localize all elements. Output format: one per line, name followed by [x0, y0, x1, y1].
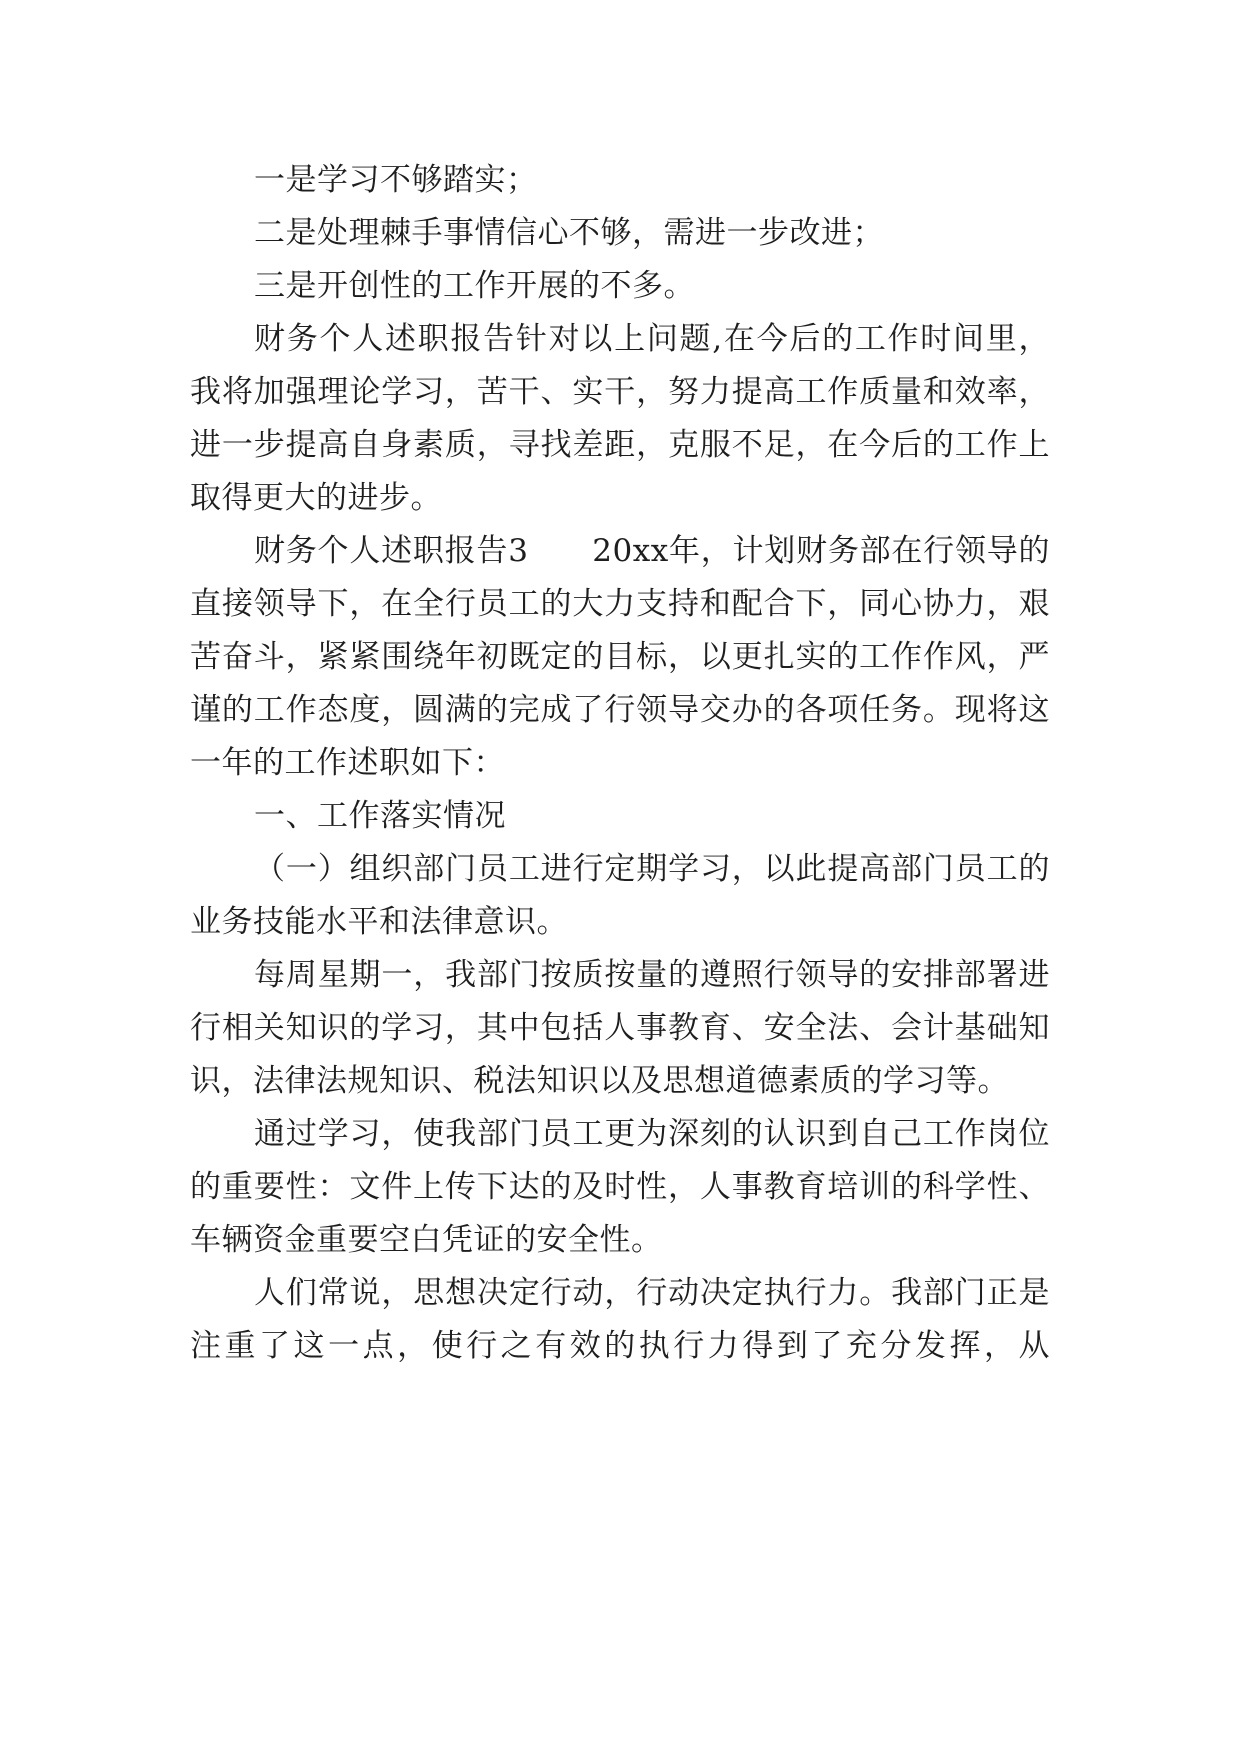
section-heading-1: 一、工作落实情况: [254, 798, 506, 834]
paragraph-10: 人们常说，思想决定行动，行动决定执行力。我部门正是注重了这一点，使行之有效的执行力得到了充分发挥，从: [190, 1275, 1050, 1364]
paragraph-3: 三是开创性的工作开展的不多。: [254, 268, 695, 304]
paragraph-9: 通过学习，使我部门员工更为深刻的认识到自己工作岗位的重要性：文件上传下达的及时性，人事教育培训的科学性、车辆资金重要空白凭证的安全性。: [190, 1116, 1050, 1258]
paragraph-7: （一）组织部门员工进行定期学习，以此提高部门员工的业务技能水平和法律意识。: [190, 851, 1050, 940]
paragraph-1: 一是学习不够踏实；: [254, 162, 538, 198]
paragraph-5: 财务个人述职报告3 20xx年，计划财务部在行领导的直接领导下，在全行员工的大力支持和配合下，同心协力，艰苦奋斗，紧紧围绕年初既定的目标，以更扎实的工作作风，严谨的工作态度，圆满的完成了行领导交办的各项任务。现将这一年的工作述职如下：: [190, 533, 1050, 781]
paragraph-2: 二是处理棘手事情信心不够，需进一步改进；: [254, 215, 884, 251]
paragraph-4: 财务个人述职报告针对以上问题,在今后的工作时间里，我将加强理论学习，苦干、实干，努力提高工作质量和效率，进一步提高自身素质，寻找差距，克服不足，在今后的工作上取得更大的进步。: [190, 321, 1050, 516]
document-body: [190, 154, 1050, 1373]
paragraph-8: 每周星期一，我部门按质按量的遵照行领导的安排部署进行相关知识的学习，其中包括人事教育、安全法、会计基础知识，法律法规知识、税法知识以及思想道德素质的学习等。: [190, 957, 1050, 1099]
